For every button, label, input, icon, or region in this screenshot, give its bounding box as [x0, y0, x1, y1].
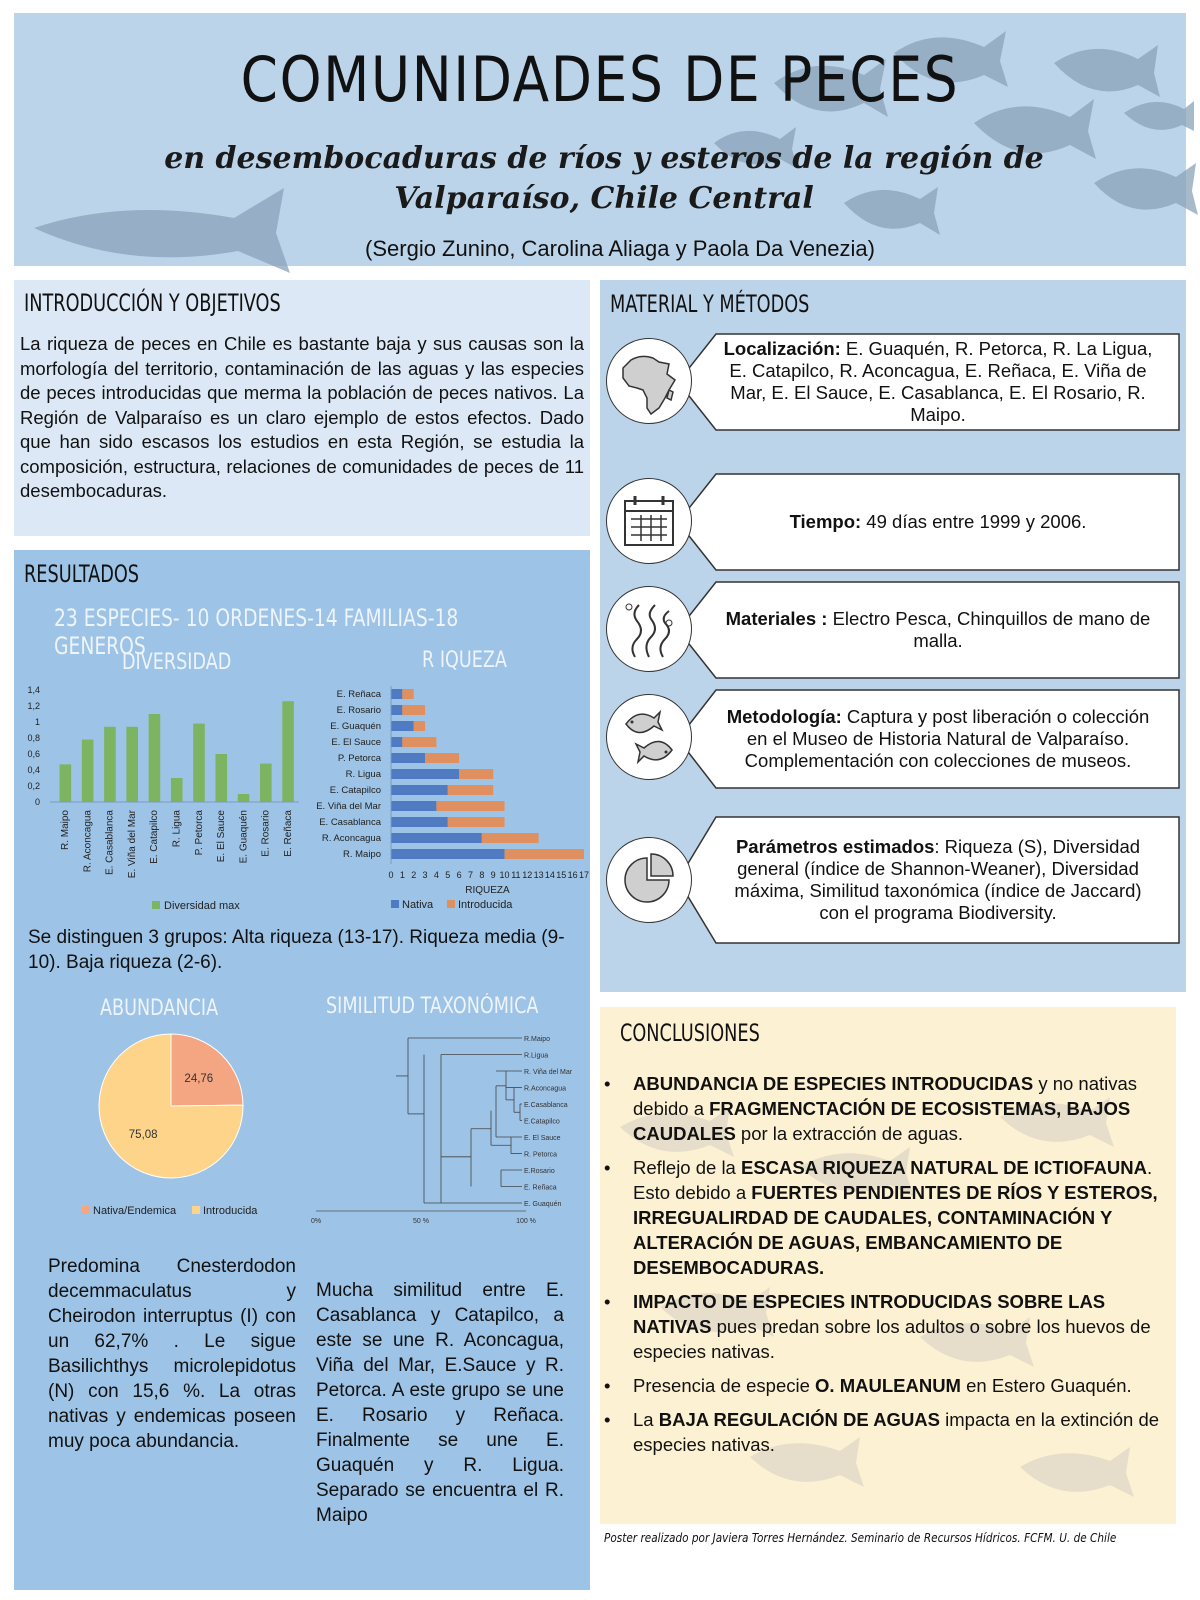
y-tick-label: E. Guaquén [330, 721, 381, 732]
diversity-bar [171, 778, 183, 802]
x-tick-label: 5 [445, 870, 451, 880]
abundance-text: Predomina Cnesterdodon decemmaculatus y Cheirodon interruptus (I) con un 62,7% . Le sigue Basilichthys microlepidotus (N) con 15,6 %. La otras nativas y endemicas poseen muy poca abundancia. [48, 1256, 296, 1452]
legend-swatch [152, 901, 160, 909]
conclusion-item [600, 1373, 1160, 1398]
y-tick-label: E. El Sauce [331, 737, 381, 748]
results-section [14, 550, 590, 1590]
subtitle-line-2: Valparaíso, Chile Central [394, 181, 814, 216]
richness-bar [402, 689, 413, 699]
y-tick-label: 0,2 [27, 781, 40, 791]
richness-bar [391, 705, 402, 715]
x-axis-title: RIQUEZA [465, 885, 510, 896]
diversity-bar [282, 701, 294, 802]
conclusion-item [600, 1155, 1160, 1280]
legend-label: Nativa [402, 899, 434, 911]
richness-bar [391, 801, 436, 811]
x-tick-label: 3 [422, 870, 428, 880]
richness-bar [391, 769, 459, 779]
x-tick-label: E. Catapilco [149, 810, 161, 864]
richness-bar [425, 753, 459, 763]
subtitle-line-1: en desembocaduras de ríos y esteros de la región de [164, 141, 1044, 176]
richness-bar [459, 769, 493, 779]
richness-bar [391, 689, 402, 699]
x-tick-label: 16 [567, 870, 578, 880]
richness-bar [482, 833, 539, 843]
richness-bar [448, 785, 493, 795]
method-row-time [606, 472, 1181, 572]
conclusion-bold-text: IMPACTO DE ESPECIES INTRODUCIDAS SOBRE LAS NATIVAS [633, 1291, 1106, 1337]
richness-bar [505, 849, 584, 859]
dendrogram-axis-tick: 100 % [516, 1218, 536, 1225]
richness-bar [391, 721, 414, 731]
y-tick-label: E. Viña del Mar [316, 801, 381, 812]
x-tick-label: 13 [533, 870, 544, 880]
conclusion-text: y no nativas debido a [633, 1073, 1138, 1119]
conclusions-title: CONCLUSIONES [620, 1019, 760, 1047]
diversity-bar [193, 724, 205, 802]
y-tick-label: E. Rosario [336, 705, 381, 716]
richness-bar [391, 785, 448, 795]
legend-label: Introducida [458, 899, 513, 911]
dendrogram-leaf-label: R.Aconcagua [524, 1085, 567, 1093]
diversity-bar [215, 754, 227, 802]
x-tick-label: E. Rosario [260, 810, 272, 857]
pie-data-label: 24,76 [184, 1072, 214, 1085]
method-text-methodology: Metodología: Captura y post liberación o colección en el Museo de Historia Natural de Valparaíso. Complementación con colecciones de museos. [726, 706, 1150, 771]
legend-swatch [391, 900, 399, 908]
method-row-methodology [606, 688, 1181, 790]
conclusion-text: . Esto debido a [633, 1157, 1153, 1203]
x-tick-label: R. Ligua [171, 810, 183, 848]
dendrogram-leaf-label: R. Viña del Mar [524, 1069, 573, 1076]
dendrogram-leaf-label: E.Rosario [524, 1168, 555, 1175]
x-tick-label: 17 [578, 870, 590, 880]
poster-subtitle [134, 139, 1074, 219]
x-tick-label: 9 [490, 870, 496, 880]
x-tick-label: E. Casablanca [104, 810, 116, 876]
y-tick-label: E. Reñaca [336, 689, 381, 700]
abundance-title: ABUNDANCIA [100, 996, 219, 1021]
diversity-bar [260, 764, 272, 802]
conclusions-section [600, 1007, 1176, 1524]
dendrogram-leaf-label: E. El Sauce [524, 1135, 561, 1142]
diversity-bar [60, 764, 72, 802]
y-tick-label: R. Maipo [342, 849, 381, 860]
dendrogram-axis-tick: 0% [310, 1218, 322, 1225]
richness-bar [391, 817, 448, 827]
pie-chart-icon [606, 837, 692, 923]
conclusion-bold-text: FUERTES PENDIENTES DE RÍOS Y ESTEROS, IRREGUALIRDAD DE CAUDALES, CONTAMINACIÓN Y ALTERACIÓN DE AGUAS, EMBANCAMIENTO DE DESEMBOCADURAS. [633, 1182, 1158, 1278]
richness-bar [402, 737, 436, 747]
dendrogram-leaf-label: E. Reñaca [524, 1184, 557, 1192]
legend-swatch [82, 1206, 90, 1214]
y-tick-label: R. Ligua [345, 769, 381, 780]
diversity-bar [238, 794, 250, 802]
methods-title: MATERIAL Y MÉTODOS [610, 290, 810, 318]
y-tick-label: R. Aconcagua [321, 833, 381, 844]
similarity-title: SIMILITUD TAXONÓMICA [326, 994, 539, 1019]
method-row-materials [606, 580, 1181, 680]
conclusion-item [600, 1289, 1160, 1364]
y-tick-label: E. Casablanca [319, 817, 381, 828]
x-tick-label: 10 [499, 870, 510, 880]
x-tick-label: 4 [433, 870, 439, 880]
methods-section [600, 280, 1186, 992]
y-tick-label: P. Petorca [337, 753, 381, 764]
pie-slice [171, 1034, 243, 1106]
conclusion-text: Presencia de especie [633, 1375, 816, 1396]
legend-label: Introducida [203, 1205, 258, 1217]
method-text-time: Tiempo: 49 días entre 1999 y 2006. [789, 511, 1087, 532]
x-tick-label: E. Reñaca [282, 810, 294, 857]
diversity-bar [104, 727, 116, 802]
richness-title: R IQUEZA [422, 648, 507, 673]
x-tick-label: R. Aconcagua [82, 810, 94, 873]
x-tick-label: 14 [544, 870, 555, 880]
groups-text: Se distinguen 3 grupos: Alta riqueza (13-17). Riqueza media (9-10). Baja riqueza (2-6). [28, 927, 565, 973]
richness-bar [391, 737, 402, 747]
richness-bar [448, 817, 505, 827]
africa-map-icon [606, 338, 692, 424]
fish-pair-icon [606, 694, 692, 780]
dendrogram-leaf-label: E.Casablanca [524, 1102, 568, 1109]
similarity-text: Mucha similitud entre E. Casablanca y Catapilco, a este se une R. Aconcagua, Viña del Mar, E.Sauce y R. Petorca. A este grupo se une E. Rosario y Reñaca. Finalmente se une E. Guaquén y R. Ligua. Separado se encuentra el R. Maipo [316, 1280, 564, 1526]
conclusion-item [600, 1407, 1160, 1457]
diversity-bar [82, 740, 94, 802]
results-title: RESULTADOS [24, 560, 140, 588]
x-tick-label: E. Viña del Mar [126, 810, 138, 879]
method-text-materials: Materiales : Electro Pesca, Chinquillos de mano de malla. [725, 608, 1151, 651]
x-tick-label: 12 [522, 870, 533, 880]
intro-title: INTRODUCCIÓN Y OBJETIVOS [24, 289, 281, 317]
conclusion-item [600, 1071, 1160, 1146]
method-text-location: Localización: E. Guaquén, R. Petorca, R. La Ligua, E. Catapilco, R. Aconcagua, E. Reñaca, E. Viña de Mar, E. El Sauce, E. Casablanca, E. El Rosario, R. Maipo. [723, 338, 1153, 425]
similarity-dendrogram [296, 1026, 573, 1236]
richness-bar [391, 833, 482, 843]
dendrogram-axis-tick: 50 % [413, 1218, 429, 1225]
conclusion-bold-text: O. MAULEANUM [815, 1375, 961, 1396]
y-tick-label: 1,2 [27, 701, 40, 711]
x-tick-label: 0 [388, 870, 394, 880]
x-tick-label: 8 [479, 870, 485, 880]
x-tick-label: R. Maipo [60, 810, 72, 851]
dendrogram-leaf-label: E. Guaquén [524, 1201, 562, 1208]
richness-bar [402, 705, 425, 715]
dendrogram-leaf-label: R.Ligua [524, 1052, 549, 1060]
conclusion-text: Reflejo de la [633, 1157, 741, 1178]
conclusion-bold-text: BAJA REGULACIÓN DE AGUAS [658, 1409, 941, 1430]
legend-label: Nativa/Endemica [93, 1205, 177, 1217]
footer-credit: Poster realizado por Javiera Torres Hernández. Seminario de Recursos Hídricos. FCFM. U. de Chile [604, 1530, 1117, 1545]
x-tick-label: 15 [556, 870, 567, 880]
dendrogram-leaf-label: R.Maipo [524, 1036, 551, 1043]
abundance-pie-chart [34, 1026, 304, 1226]
intro-section [14, 280, 590, 536]
richness-bar [436, 801, 504, 811]
richness-bar [391, 753, 425, 763]
y-tick-label: 1 [34, 717, 40, 727]
x-tick-label: P. Petorca [193, 810, 205, 856]
x-tick-label: 11 [511, 870, 521, 880]
taxonomy-stats: 23 ESPECIES- 10 ORDENES-14 FAMILIAS-18 GENEROS [54, 604, 459, 660]
legend-swatch [192, 1206, 200, 1214]
diversity-title: DIVERSIDAD [122, 650, 232, 675]
conclusion-bold-text: ESCASA RIQUEZA NATURAL DE ICTIOFAUNA [740, 1157, 1147, 1178]
y-tick-label: 1,4 [27, 685, 40, 695]
legend-label: Diversidad max [164, 900, 240, 912]
dendrogram-leaf-label: R. Petorca [524, 1151, 558, 1159]
method-text-parameters: Parámetros estimados: Riqueza (S), Diversidad general (índice de Shannon-Weaner), Diversidad máxima, Similitud taxonómica (índice de Jaccard) con el programa Biodiversity. [734, 836, 1142, 923]
y-tick-label: 0 [34, 797, 40, 807]
conclusion-text: en Estero Guaquén. [960, 1375, 1132, 1396]
x-tick-label: 6 [456, 870, 462, 880]
poster-title: COMUNIDADES DE PECES [240, 43, 960, 116]
conclusion-text: La [633, 1409, 659, 1430]
y-tick-label: 0,4 [27, 765, 40, 775]
richness-bar [391, 849, 505, 859]
x-tick-label: 7 [467, 870, 473, 880]
legend-swatch [447, 900, 455, 908]
pie-data-label: 75,08 [128, 1129, 158, 1142]
richness-bar [414, 721, 425, 731]
x-tick-label: 1 [399, 870, 405, 880]
y-tick-label: E. Catapilco [329, 785, 381, 796]
conclusion-text: pues predan sobre los adultos o sobre los huevos de especies nativas. [633, 1316, 1151, 1362]
calendar-icon [606, 478, 692, 564]
diversity-bar [126, 727, 138, 802]
conclusion-bold-text: FRAGMENCTACIÓN DE ECOSISTEMAS, BAJOS CAUDALES [633, 1098, 1131, 1144]
header-banner [14, 13, 1186, 266]
conclusions-list [600, 1071, 1160, 1466]
intro-text: La riqueza de peces en Chile es bastante baja y sus causas son la morfología del territorio, contaminación de las aguas y las especies de peces introducidas que merma la población de peces nativos. La Región de Valparaíso es un claro ejemplo de estos efectos. Dado que han sido escasos los estudios en esta Región, se estudia la composición, estructura, relaciones de comunidades de peces de 11 desembocaduras. [20, 333, 584, 501]
y-tick-label: 0,6 [27, 749, 40, 759]
method-row-location [606, 332, 1181, 432]
diversity-chart [14, 680, 304, 920]
conclusion-text: por la extracción de aguas. [735, 1123, 964, 1144]
x-tick-label: 2 [411, 870, 417, 880]
x-tick-label: E. Guaquén [238, 810, 250, 864]
seaweed-icon [606, 586, 692, 672]
method-row-parameters [606, 815, 1181, 945]
x-tick-label: E. El Sauce [216, 810, 228, 863]
dendrogram-leaf-label: E.Catapilco [524, 1118, 560, 1126]
authors: (Sergio Zunino, Carolina Aliaga y Paola Da Venezia) [365, 236, 875, 261]
diversity-bar [149, 714, 161, 802]
conclusion-text: impacta en la extinción de especies nativas. [633, 1409, 1160, 1455]
conclusion-bold-text: ABUNDANCIA DE ESPECIES INTRODUCIDAS [633, 1073, 1034, 1094]
y-tick-label: 0,8 [27, 733, 40, 743]
richness-chart [296, 676, 590, 916]
